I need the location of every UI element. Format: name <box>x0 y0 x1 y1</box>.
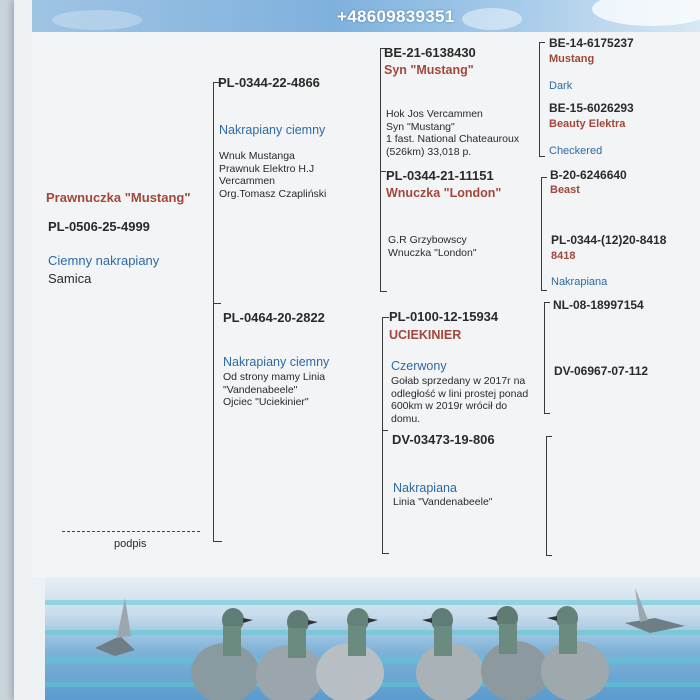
sdd-color: Nakrapiana <box>551 276 608 288</box>
dd-bracket <box>546 436 552 556</box>
pigeons-illustration <box>45 578 700 700</box>
sire-ring: PL-0344-22-4866 <box>218 75 320 90</box>
sss-color: Dark <box>549 80 573 92</box>
sd-bracket <box>541 177 547 291</box>
signature-line <box>62 531 200 532</box>
ss-ring: BE-21-6138430 <box>384 45 476 60</box>
dam-ring: PL-0464-20-2822 <box>223 310 325 325</box>
sds-ring: B-20-6246640 <box>550 168 627 182</box>
subject-color: Ciemny nakrapiany <box>48 253 160 268</box>
dd-notes: Linia "Vandenabeele" <box>393 496 493 508</box>
dam-color: Nakrapiany ciemny <box>223 355 330 369</box>
dam-bracket <box>382 317 389 554</box>
phone-number: +48609839351 <box>337 7 455 26</box>
ssd-color: Checkered <box>549 145 603 157</box>
ssd-name: Beauty Elektra <box>549 118 626 130</box>
dss-ring: NL-08-18997154 <box>553 298 644 312</box>
sss-name: Mustang <box>549 53 595 65</box>
pigeon-banner <box>45 578 700 700</box>
sss-ring: BE-14-6175237 <box>549 36 634 50</box>
pedigree-chart <box>32 32 700 577</box>
sd-notes: G.R Grzybowscy Wnuczka "London" <box>388 234 477 259</box>
sdd-name: 8418 <box>551 250 576 262</box>
signature-label: podpis <box>114 538 147 550</box>
sdd-ring: PL-0344-(12)20-8418 <box>551 233 667 247</box>
ds-ring: PL-0100-12-15934 <box>389 309 499 324</box>
subject-ring: PL-0506-25-4999 <box>48 219 150 234</box>
ds-color: Czerwony <box>391 359 447 373</box>
dd-ring: DV-03473-19-806 <box>392 432 495 447</box>
sd-name: Wnuczka "London" <box>386 186 502 200</box>
standing-pigeons <box>191 606 609 700</box>
dd-color: Nakrapiana <box>393 481 457 495</box>
flying-pigeon-left <box>95 598 135 656</box>
gen1-divider <box>213 303 221 304</box>
ds-bracket <box>544 302 550 414</box>
subject-sex: Samica <box>48 271 92 286</box>
ss-name: Syn "Mustang" <box>384 63 474 77</box>
ss-notes: Hok Jos Vercammen Syn "Mustang" 1 fast. National Chateauroux (526km) 33,018 p. <box>386 108 520 158</box>
ds-name: UCIEKINIER <box>389 328 462 342</box>
dam-divider <box>382 430 388 431</box>
subject-name: Prawnuczka "Mustang" <box>46 190 191 205</box>
sds-name: Beast <box>550 184 580 196</box>
sire-color: Nakrapiany ciemny <box>219 123 326 137</box>
ss-bracket <box>539 42 545 157</box>
dam-notes: Od strony mamy Linia "Vandenabeele" Ojciec "Uciekinier" <box>223 371 326 408</box>
ds-notes: Gołab sprzedany w 2017r na odległość w lini prostej ponad 600km w 2019r wrócił do domu. <box>391 375 529 425</box>
dsd-ring: DV-06967-07-112 <box>554 364 649 378</box>
sd-ring: PL-0344-21-11151 <box>386 168 494 183</box>
header-banner <box>32 0 700 32</box>
sire-notes: Wnuk Mustanga Prawnuk Elektro H.J Vercammen Org.Tomasz Czapliński <box>219 150 327 200</box>
flying-pigeon-right <box>625 588 685 633</box>
ssd-ring: BE-15-6026293 <box>549 101 634 115</box>
